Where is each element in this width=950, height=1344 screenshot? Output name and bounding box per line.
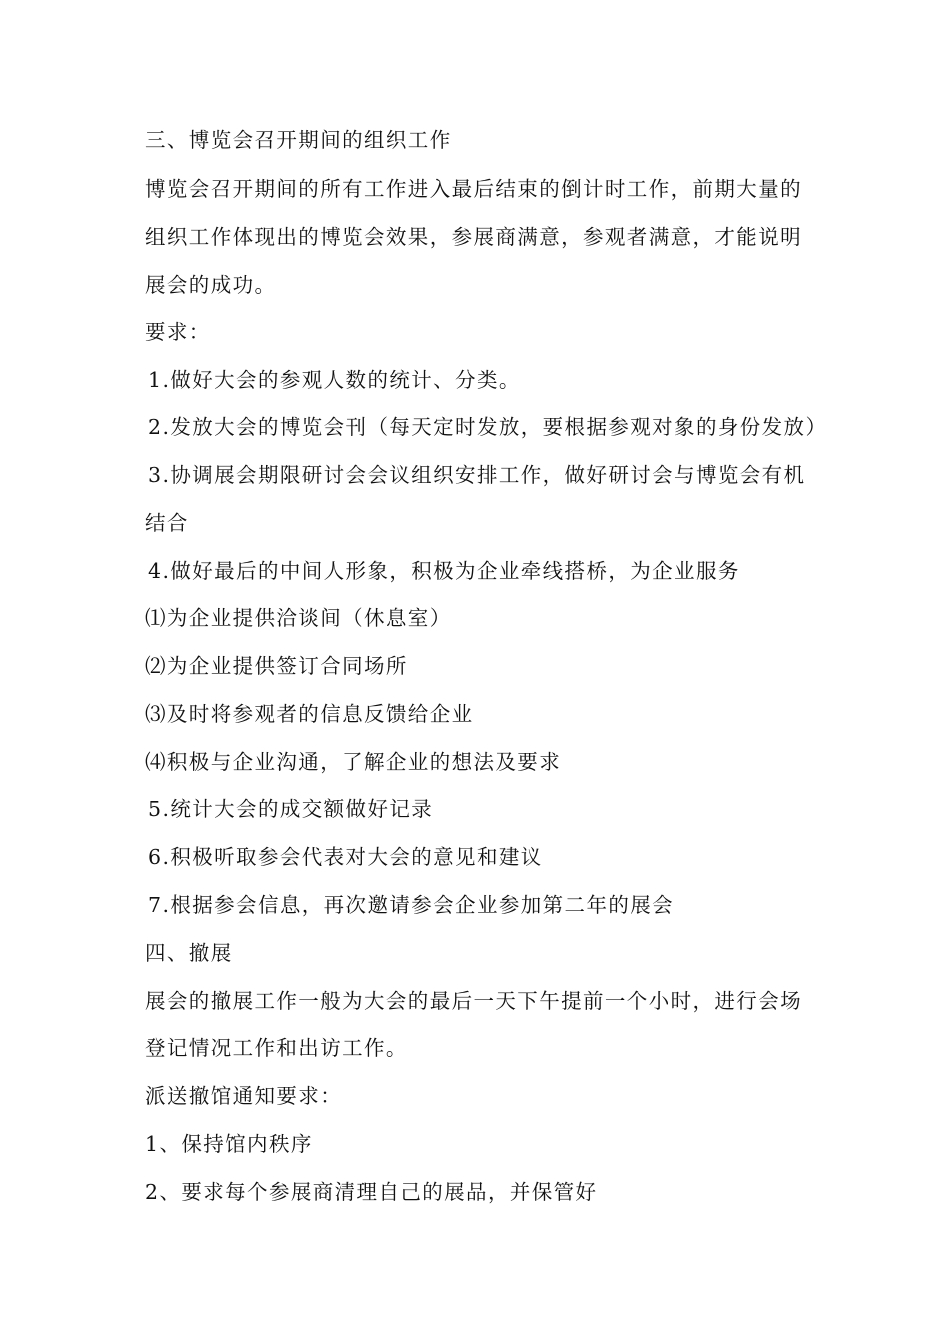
list-item: 6.积极听取参会代表对大会的意见和建议 — [148, 845, 543, 869]
list-item: 1、保持馆内秩序 — [145, 1132, 313, 1156]
list-item: 3.协调展会期限研讨会会议组织安排工作，做好研讨会与博览会有机 — [148, 463, 806, 487]
list-item: 2、要求每个参展商清理自己的展品，并保管好 — [145, 1180, 598, 1204]
paragraph-line: 登记情况工作和出访工作。 — [145, 1036, 408, 1060]
list-item: 7.根据参会信息，再次邀请参会企业参加第二年的展会 — [148, 893, 675, 917]
paragraph-line: 展会的撤展工作一般为大会的最后一天下午提前一个小时，进行会场 — [145, 989, 802, 1013]
sub-list-item: ⑶及时将参观者的信息反馈给企业 — [145, 702, 474, 726]
list-item: 4.做好最后的中间人形象，积极为企业牵线搭桥，为企业服务 — [148, 559, 740, 583]
list-item: 1.做好大会的参观人数的统计、分类。 — [148, 368, 521, 392]
list-item: 2.发放大会的博览会刊（每天定时发放，要根据参观对象的身份发放） — [148, 415, 828, 439]
list-item-continuation: 结合 — [145, 511, 189, 535]
list-item: 5.统计大会的成交额做好记录 — [148, 797, 434, 821]
sub-list-item: ⑴为企业提供洽谈间（休息室） — [145, 606, 452, 630]
paragraph-line: 博览会召开期间的所有工作进入最后结束的倒计时工作，前期大量的 — [145, 177, 802, 201]
section-heading-3: 三、博览会召开期间的组织工作 — [145, 128, 452, 152]
section-heading-4: 四、撤展 — [145, 941, 233, 965]
sub-list-item: ⑵为企业提供签订合同场所 — [145, 654, 408, 678]
paragraph-line: 组织工作体现出的博览会效果，参展商满意，参观者满意，才能说明 — [145, 225, 802, 249]
notice-label: 派送撤馆通知要求： — [145, 1084, 343, 1108]
paragraph-line: 展会的成功。 — [145, 273, 277, 297]
requirements-label: 要求： — [145, 320, 211, 344]
sub-list-item: ⑷积极与企业沟通，了解企业的想法及要求 — [145, 750, 562, 774]
